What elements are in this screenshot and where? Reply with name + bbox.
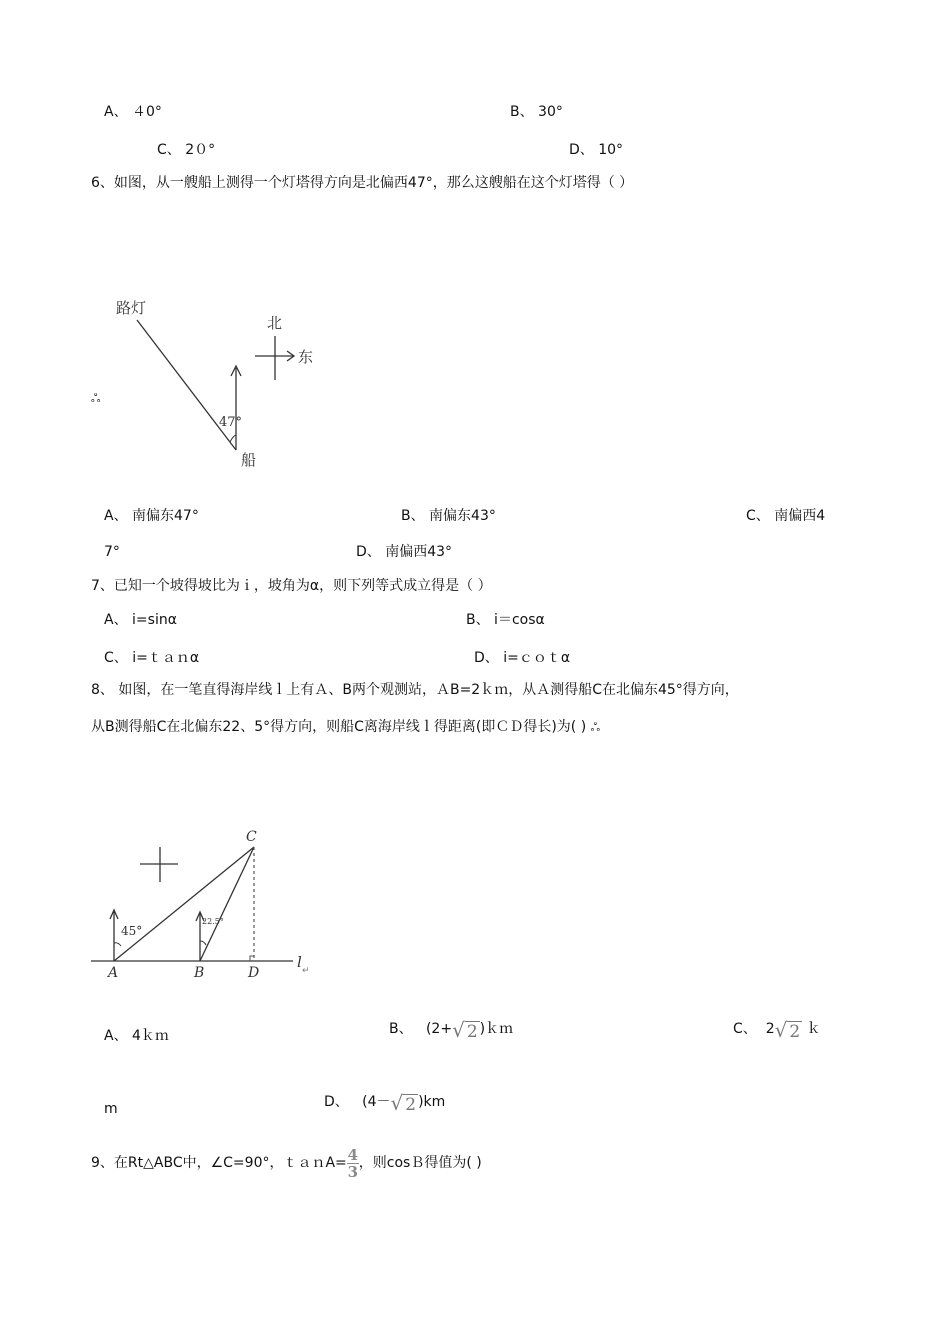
q8-line-bc [200, 847, 254, 961]
q8-line-ac [114, 847, 254, 961]
q8-stem-line2 [91, 718, 600, 736]
q8-line-l-label: l [297, 953, 302, 971]
q8-option-b-label: B、 [389, 1021, 413, 1037]
q9-stem [91, 1143, 482, 1183]
q5-option-d: D、 10° [569, 142, 624, 158]
q8-point-c: C [246, 829, 257, 845]
q6-figure [85, 290, 345, 480]
q8-option-b [389, 1020, 513, 1041]
q5-option-a: A、 ４0° [104, 104, 162, 120]
q6-stem: 6、如图，从一艘船上测得一个灯塔得方向是北偏西47°，那么这艘船在这个灯塔得（ ） [91, 175, 634, 191]
q6-north-label: 北 [267, 314, 283, 332]
q5-option-c: C、 2０° [157, 142, 216, 158]
q8-option-c-pre: 2 [765, 1021, 775, 1037]
q8-option-d-radicand: 2 [405, 1095, 417, 1115]
q6-lighthouse-label: 路灯 [116, 299, 147, 317]
q8-option-c [733, 1020, 821, 1041]
q8-option-c-radicand: 2 [789, 1022, 801, 1042]
q8-angle-b-arc [200, 941, 206, 945]
q8-point-a: A [108, 965, 119, 981]
q8-option-d-label: D、 [324, 1094, 349, 1110]
q8-angle-b-label: 22.5° [202, 917, 224, 926]
q9-fraction [347, 1145, 359, 1181]
q8-option-c-continued: m [104, 1101, 118, 1117]
q9-stem-post: ，则cosＢ得值为( ) [358, 1155, 482, 1171]
q6-east-label: 东 [298, 348, 314, 366]
q6-angle-arc [230, 435, 236, 442]
q8-option-b-pre: (2+ [425, 1021, 453, 1037]
q8-option-c-sqrt: √ 2 [774, 1018, 801, 1042]
q8-line-mark: ↵ [302, 966, 310, 976]
q8-stem-line2-text: 从B测得船C在北偏东22、5°得方向，则船C离海岸线ｌ得距离(即ＣＤ得长)为( ) [91, 719, 587, 735]
q7-stem: 7、已知一个坡得坡比为ｉ，坡角为α，则下列等式成立得是（ ） [91, 578, 492, 594]
q7-option-c: C、 i=ｔａｎα [104, 650, 200, 666]
q8-option-d [324, 1093, 445, 1114]
q7-option-d: D、 i=ｃｏｔα [474, 650, 571, 666]
q8-option-c-label: C、 [733, 1021, 757, 1037]
q6-sightline [137, 320, 236, 450]
q8-option-c-post: ｋ [806, 1021, 821, 1037]
q8-point-b: B [194, 965, 205, 981]
q8-option-d-sqrt: √ 2 [390, 1091, 417, 1115]
q8-point-d: D [248, 965, 260, 981]
q5-option-b: B、 30° [510, 104, 563, 120]
q9-stem-pre: 9、在Rt△ABC中，∠C=90°，ｔａｎA= [91, 1155, 347, 1171]
q8-option-d-post: )km [418, 1094, 446, 1110]
q8-figure [88, 825, 328, 985]
q6-option-c-continued: 7° [104, 544, 120, 560]
q8-stem-line1: 8、 如图，在一笔直得海岸线ｌ上有Ａ、B两个观测站，ＡB=2ｋｍ，从Ａ测得船C在北偏东45°得方向， [91, 682, 739, 698]
q8-option-a: A、 4ｋｍ [104, 1028, 169, 1044]
q8-stem-mark: ஃ [590, 720, 601, 734]
q8-angle-a-label: 45° [121, 924, 143, 938]
q6-option-d: D、 南偏西43° [356, 544, 453, 560]
q8-option-b-post: )ｋｍ [479, 1021, 514, 1037]
q6-option-c: C、 南偏西4 [746, 508, 826, 524]
q8-option-b-sqrt: √ 2 [452, 1018, 478, 1042]
q7-option-b: B、 i＝cosα [466, 612, 545, 628]
q7-option-a: A、 i=sinα [104, 612, 177, 628]
q6-option-b: B、 南偏东43° [401, 508, 496, 524]
q6-angle-label: 47° [219, 415, 243, 430]
q9-fraction-denominator: 3 [347, 1162, 358, 1181]
q6-ship-label: 船 [241, 451, 257, 469]
q8-option-b-radicand: 2 [466, 1022, 478, 1042]
q6-option-a: A、 南偏东47° [104, 508, 199, 524]
q8-option-d-pre: (4－ [362, 1094, 391, 1110]
q9-fraction-numerator: 4 [347, 1145, 358, 1164]
q8-angle-a-arc [114, 943, 121, 946]
q6-margin-mark: ஃ [91, 391, 101, 405]
